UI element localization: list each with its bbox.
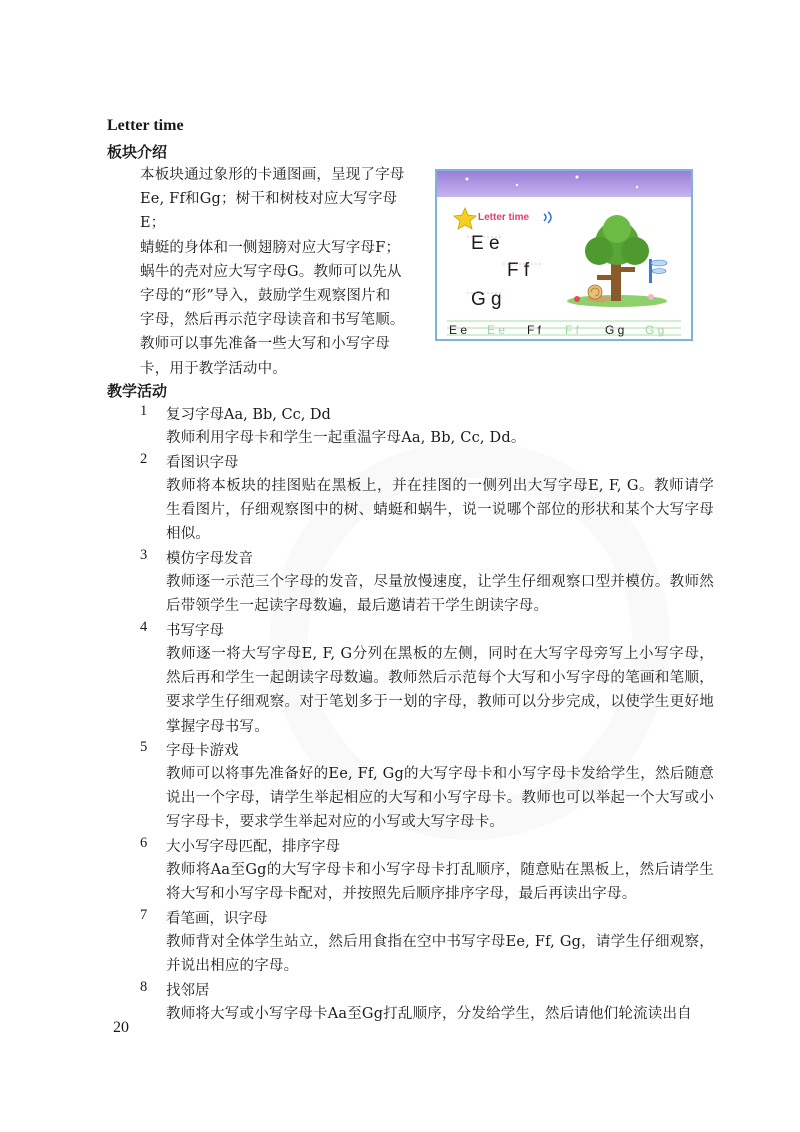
intro-line: 蜻蜓的身体和一侧翅膀对应大写字母F； (140, 239, 401, 256)
speaker-icon (544, 212, 551, 223)
letter-f-pair: F f (507, 260, 530, 281)
strip-letter-trace: G g (645, 323, 665, 337)
intro-line: 本板块通过象形的卡通图画，呈现了字母 (140, 167, 405, 183)
teaching-activities-title: 教学活动 (107, 382, 168, 400)
activity-title: 看图识字母 (166, 455, 239, 471)
intro-line: 蜗牛的壳对应大写字母G。教师可以先从 (140, 263, 402, 280)
activity-number: 5 (140, 739, 148, 755)
dragonfly-icon (649, 259, 667, 283)
section-title-chinese: 板块介绍 (107, 143, 168, 161)
activity-title: 看笔画，识字母 (166, 911, 268, 927)
activity-number: 8 (140, 979, 148, 995)
snail-icon (587, 285, 611, 302)
strip-letter-trace: E e (487, 323, 506, 337)
activity-title: 找邻居 (166, 983, 210, 999)
letter-g-pair: G g (471, 289, 502, 310)
activity-description: 教师将本板块的挂图贴在黑板上，并在挂图的一侧列出大写字母E, F, G。教师请学生看图片，仔细观察图中的树、蜻蜓和蜗牛，说一说哪个部位的形状和某个大写字母相似。 (166, 478, 714, 543)
activity-title: 模仿字母发音 (166, 551, 253, 567)
activity-number: 3 (140, 547, 148, 563)
letter-time-illustration (435, 169, 693, 341)
activity-number: 2 (140, 451, 148, 467)
activity-title: 书写字母 (166, 623, 224, 639)
strip-letter: F f (527, 323, 541, 337)
activity-description: 教师逐一将大写字母E, F, G分列在黑板的左侧，同时在大写字母旁写上小写字母，然后再和学生一起朗读字母数遍。教师然后示范每个大写和小写字母的笔画和笔顺，要求学生仔细观察。对于笔划多于一划的字母，教师可以分步完成，以使学生更好地掌握字母书写。 (166, 646, 714, 735)
activity-description: 教师将Aa至Gg的大写字母卡和小写字母卡打乱顺序，随意贴在黑板上，然后请学生将大写和小写字母卡配对，并按照先后顺序排序字母，最后再读出字母。 (166, 862, 714, 903)
activity-number: 4 (140, 619, 148, 635)
activity-title: 大小写字母匹配，排序字母 (166, 839, 340, 855)
intro-line: 字母的“形”导入，鼓励学生观察图片和 (140, 288, 391, 305)
activity-number: 1 (140, 403, 148, 419)
star-icon (454, 208, 476, 229)
strip-letter: E e (449, 323, 468, 337)
activity-number: 7 (140, 907, 148, 923)
activity-description: 教师利用字母卡和学生一起重温字母Aa, Bb, Cc, Dd。 (166, 430, 526, 446)
activity-title: 复习字母Aa, Bb, Cc, Dd (166, 407, 331, 423)
activity-description: 教师将大写或小写字母卡Aa至Gg打乱顺序，分发给学生，然后请他们轮流读出自 (166, 1006, 692, 1022)
section-intro-paragraph (140, 163, 422, 381)
strip-letter: G g (605, 323, 625, 337)
activity-description: 教师逐一示范三个字母的发音，尽量放慢速度，让学生仔细观察口型并模仿。教师然后带领学生一起读字母数遍，最后邀请若干学生朗读字母。 (166, 574, 714, 615)
intro-line: 字母，然后再示范字母读音和书写笔顺。 (140, 312, 405, 329)
intro-line: 教师可以事先准备一些大写和小写字母 (140, 336, 390, 353)
section-title-english: Letter time (107, 117, 184, 134)
intro-line: Ee, Ff和Gg；树干和树枝对应大写字母E； (140, 191, 398, 232)
illustration-artwork (437, 171, 691, 339)
strip-letter-trace: F f (565, 323, 579, 337)
illustration-header-label: Letter time (478, 212, 530, 223)
activity-description: 教师可以将事先准备好的Ee, Ff, Gg的大写字母卡和小写字母卡发给学生，然后随意说出一个字母，请学生举起相应的大写和小写字母卡。教师也可以举起一个大写或小写字母卡，要求学生举起对应的小写或大写字母卡。 (166, 766, 714, 831)
activity-title: 字母卡游戏 (166, 743, 239, 759)
activity-number: 6 (140, 835, 148, 851)
letter-e-pair: E e (471, 233, 500, 254)
page-number: 20 (113, 1019, 129, 1036)
activity-description: 教师背对全体学生站立，然后用食指在空中书写字母Ee, Ff, Gg，请学生仔细观察，并说出相应的字母。 (166, 934, 714, 975)
intro-line: 卡，用于教学活动中。 (140, 360, 287, 377)
